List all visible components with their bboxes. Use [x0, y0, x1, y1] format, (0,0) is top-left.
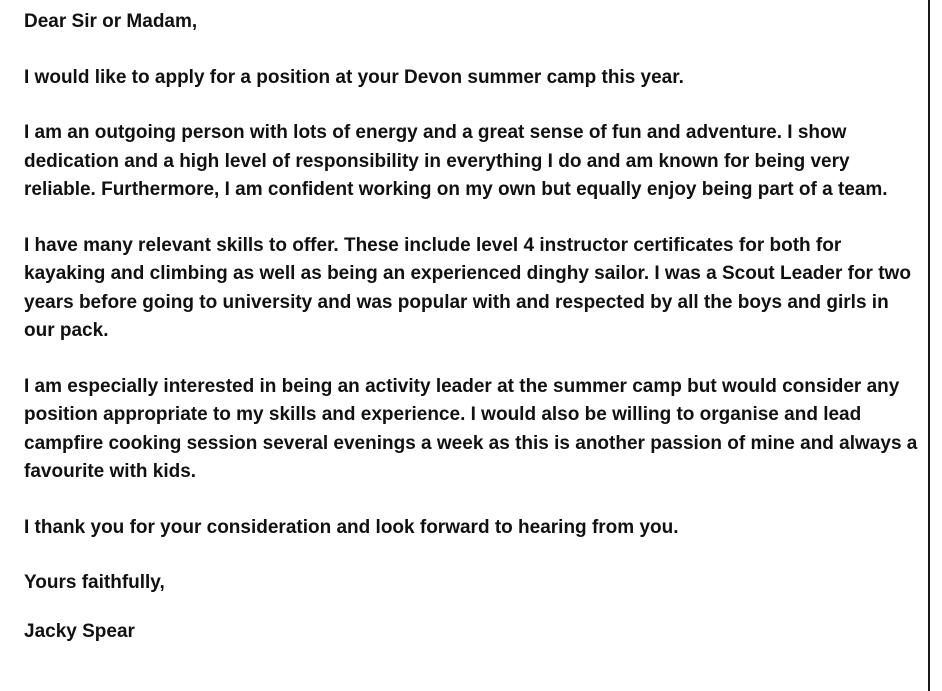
signature: Jacky Spear — [24, 620, 135, 642]
closing: Yours faithfully, — [24, 572, 165, 593]
paragraph-thanks: I thank you for your consideration and look forward to hearing from you. — [24, 516, 679, 538]
salutation: Dear Sir or Madam, — [24, 11, 198, 32]
letter-body — [24, 8, 920, 673]
paragraph-personality: I am an outgoing person with lots of energy and a great sense of fun and adventure. I show dedication and a high level of responsibility in everything I do and am known for being very reliable. Furthermore, I am confident working on my own but equally enjoy being part of a team. — [24, 122, 888, 200]
paragraph-skills: I have many relevant skills to offer. These include level 4 instructor certificates for both for kayaking and climbing as well as being an experienced dinghy sailor. I was a Scout Leader for two years before going to university and was popular with and respected by all the boys and girls in our pack. — [24, 234, 911, 341]
paragraph-intro: I would like to apply for a position at your Devon summer camp this year. — [24, 66, 684, 88]
paragraph-interest: I am especially interested in being an activity leader at the summer camp but would consider any position appropriate to my skills and experience. I would also be willing to organise and lead campfire cooking session several evenings a week as this is another passion of mine and always a favourite with kids. — [24, 375, 918, 482]
